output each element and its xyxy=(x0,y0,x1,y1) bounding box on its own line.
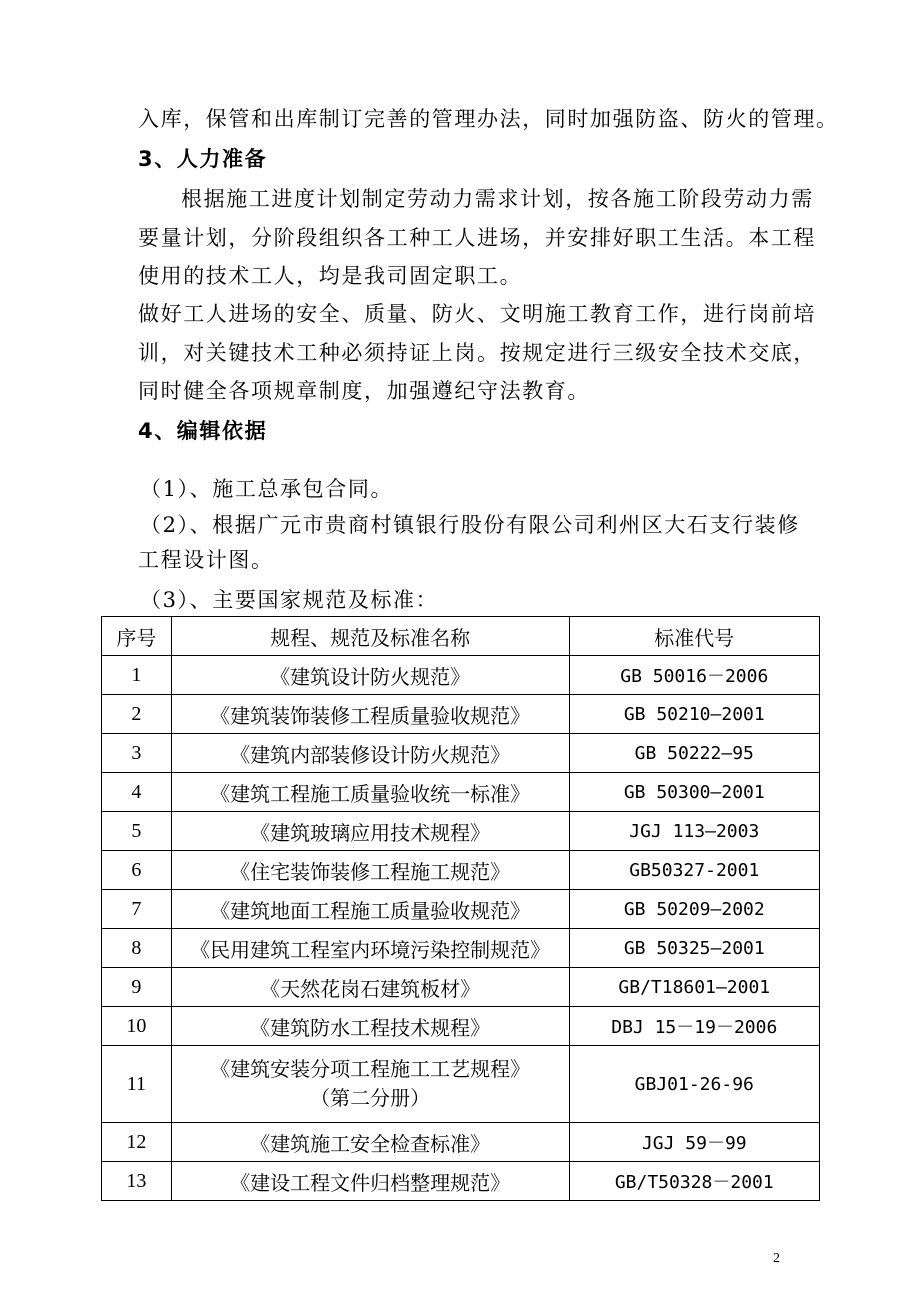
standards-table xyxy=(101,616,820,1201)
table-row xyxy=(102,929,820,968)
row-no: 7 xyxy=(102,890,172,929)
row-no: 13 xyxy=(102,1162,172,1201)
row-name-multiline xyxy=(171,1046,569,1123)
row-name: 《建筑安装分项工程施工工艺规程》 xyxy=(210,1057,531,1081)
row-name: 《建筑工程施工质量验收统一标准》 xyxy=(171,773,569,812)
row-code: GB 50209—2002 xyxy=(569,890,819,929)
paragraph-line: 训，对关键技术工种必须持证上岗。按规定进行三级安全技术交底， xyxy=(138,341,816,365)
list-item: （3）、主要国家规范及标准： xyxy=(140,588,439,612)
header-cell-no: 序号 xyxy=(102,617,172,656)
row-code: GB 50016－2006 xyxy=(569,656,819,695)
row-name-subtitle: （第二分册） xyxy=(310,1086,431,1110)
row-name: 《建筑内部装修设计防火规范》 xyxy=(171,734,569,773)
list-item: （1）、施工总承包合同。 xyxy=(140,477,394,501)
table-row xyxy=(102,773,820,812)
row-no: 8 xyxy=(102,929,172,968)
row-code: GB/T50328－2001 xyxy=(569,1162,819,1201)
row-no: 4 xyxy=(102,773,172,812)
table-header-row xyxy=(102,617,820,656)
row-code: GB50327-2001 xyxy=(569,851,819,890)
table-row xyxy=(102,1123,820,1162)
table-row xyxy=(102,1162,820,1201)
row-code: JGJ 59－99 xyxy=(569,1123,819,1162)
row-name: 《天然花岗石建筑板材》 xyxy=(171,968,569,1007)
row-name: 《建筑地面工程施工质量验收规范》 xyxy=(171,890,569,929)
row-name: 《住宅装饰装修工程施工规范》 xyxy=(171,851,569,890)
row-no: 6 xyxy=(102,851,172,890)
row-name: 《建筑设计防火规范》 xyxy=(171,656,569,695)
row-no: 5 xyxy=(102,812,172,851)
row-code: GB 50325—2001 xyxy=(569,929,819,968)
table-row xyxy=(102,1007,820,1046)
table-row xyxy=(102,968,820,1007)
table-row xyxy=(102,1046,820,1123)
row-name: 《建筑防水工程技术规程》 xyxy=(171,1007,569,1046)
table-row xyxy=(102,734,820,773)
row-name: 《建设工程文件归档整理规范》 xyxy=(171,1162,569,1201)
paragraph-line: 同时健全各项规章制度，加强遵纪守法教育。 xyxy=(138,379,590,403)
table-row xyxy=(102,656,820,695)
table-row xyxy=(102,890,820,929)
row-code: GB 50222—95 xyxy=(569,734,819,773)
row-code: DBJ 15－19－2006 xyxy=(569,1007,819,1046)
row-no: 11 xyxy=(102,1046,172,1123)
header-cell-code: 标准代号 xyxy=(569,617,819,656)
list-item-continuation: 工程设计图。 xyxy=(138,548,274,572)
paragraph-line: 要量计划，分阶段组织各工种工人进场，并安排好职工生活。本工程 xyxy=(138,226,816,250)
row-no: 2 xyxy=(102,695,172,734)
section-heading-3: 3、人力准备 xyxy=(138,147,268,171)
row-code: GB 50210—2001 xyxy=(569,695,819,734)
section-heading-4: 4、编辑依据 xyxy=(138,419,268,443)
table-row xyxy=(102,695,820,734)
row-code: GB 50300—2001 xyxy=(569,773,819,812)
row-name: 《建筑玻璃应用技术规程》 xyxy=(171,812,569,851)
row-no: 12 xyxy=(102,1123,172,1162)
table-row xyxy=(102,851,820,890)
row-code: JGJ 113—2003 xyxy=(569,812,819,851)
paragraph-line: 做好工人进场的安全、质量、防火、文明施工教育工作，进行岗前培 xyxy=(138,302,816,326)
row-no: 1 xyxy=(102,656,172,695)
row-code: GB/T18601—2001 xyxy=(569,968,819,1007)
header-cell-name: 规程、规范及标准名称 xyxy=(171,617,569,656)
row-no: 10 xyxy=(102,1007,172,1046)
row-code: GBJ01-26-96 xyxy=(569,1046,819,1123)
row-no: 9 xyxy=(102,968,172,1007)
paragraph-line: 根据施工进度计划制定劳动力需求计划，按各施工阶段劳动力需 xyxy=(181,187,814,211)
paragraph-line: 入库，保管和出库制订完善的管理办法，同时加强防盗、防火的管理。 xyxy=(138,107,839,131)
row-name: 《建筑施工安全检查标准》 xyxy=(171,1123,569,1162)
paragraph-line: 使用的技术工人，均是我司固定职工。 xyxy=(138,264,523,288)
row-name: 《建筑装饰装修工程质量验收规范》 xyxy=(171,695,569,734)
page-number: 2 xyxy=(773,1251,780,1266)
row-no: 3 xyxy=(102,734,172,773)
list-item: （2）、根据广元市贵商村镇银行股份有限公司利州区大石支行装修 xyxy=(140,513,800,537)
table-row xyxy=(102,812,820,851)
row-name: 《民用建筑工程室内环境污染控制规范》 xyxy=(171,929,569,968)
